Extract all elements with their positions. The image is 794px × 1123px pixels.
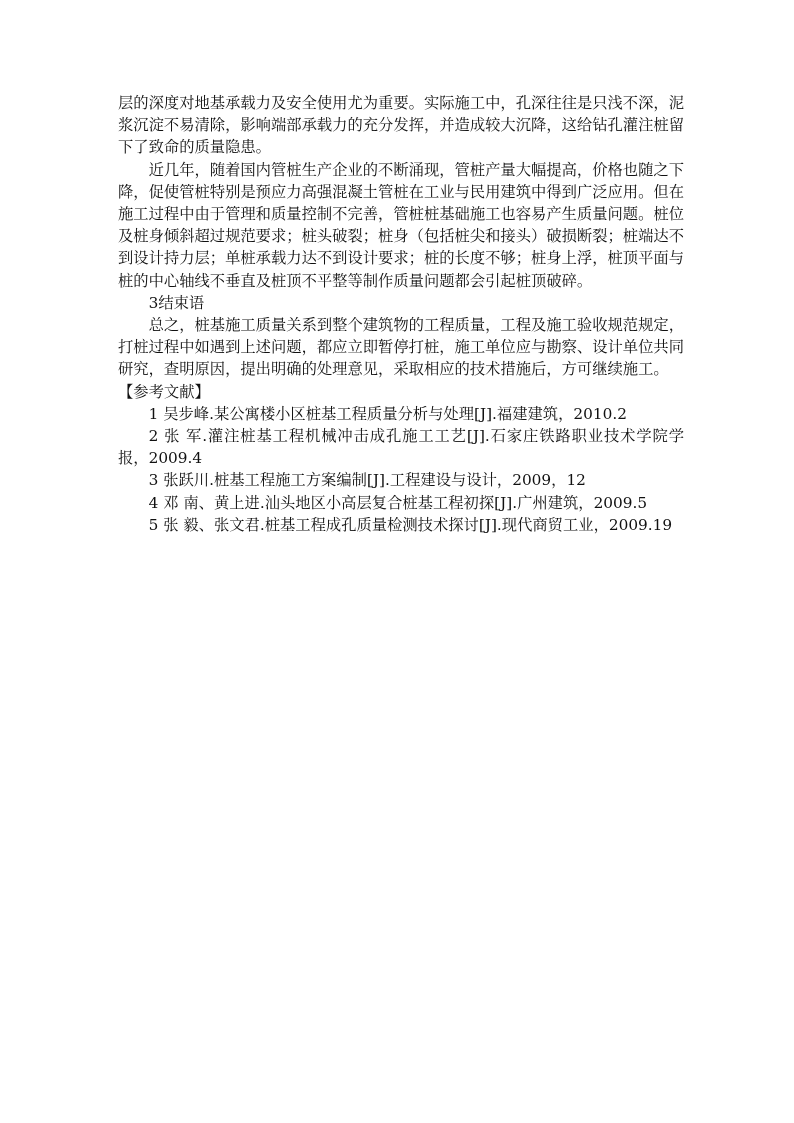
reference-list bbox=[118, 403, 684, 536]
reference-item: 3 张跃川.桩基工程施工方案编制[J].工程建设与设计，2009，12 bbox=[148, 471, 586, 490]
paragraph-conclusion: 总之，桩基施工质量关系到整个建筑物的工程质量，工程及施工验收规范规定，打桩过程中如遇到上述问题，都应立即暂停打桩，施工单位应与勘察、设计单位共同研究，查明原因，提出明确的处理意见，采取相应的技术措施后，方可继续施工。 bbox=[118, 316, 684, 379]
reference-item: 5 张 毅、张文君.桩基工程成孔质量检测技术探讨[J].现代商贸工业，2009.19 bbox=[148, 515, 673, 534]
paragraph-pile-depth: 层的深度对地基承载力及安全使用尤为重要。实际施工中，孔深往往是只浅不深，泥浆沉淀不易清除，影响端部承载力的充分发挥，并造成较大沉降，这给钻孔灌注桩留下了致命的质量隐患。 bbox=[118, 94, 684, 157]
reference-item: 1 吴步峰.某公寓楼小区桩基工程质量分析与处理[J].福建建筑，2010.2 bbox=[148, 404, 627, 423]
reference-item: 4 邓 南、黄上进.汕头地区小高层复合桩基工程初探[J].广州建筑，2009.5 bbox=[148, 493, 648, 512]
paragraph-pipe-piles: 近几年，随着国内管桩生产企业的不断涌现，管桩产量大幅提高，价格也随之下降，促使管桩特别是预应力高强混凝土管桩在工业与民用建筑中得到广泛应用。但在施工过程中由于管理和质量控制不完善，管桩桩基础施工也容易产生质量问题。桩位及桩身倾斜超过规范要求；桩头破裂；桩身（包括桩尖和接头）破损断裂；桩端达不到设计持力层；单桩承载力达不到设计要求；桩的长度不够；桩身上浮，桩顶平面与桩的中心轴线不垂直及桩顶不平整等制作质量问题都会引起桩顶破碎。 bbox=[118, 160, 684, 290]
references-title: 【参考文献】 bbox=[118, 382, 210, 401]
document-page bbox=[118, 92, 684, 536]
reference-item: 2 张 军.灌注桩基工程机械冲击成孔施工工艺[J].石家庄铁路职业技术学院学报，2009.4 bbox=[118, 427, 684, 468]
section-heading-conclusion: 3结束语 bbox=[148, 293, 205, 312]
